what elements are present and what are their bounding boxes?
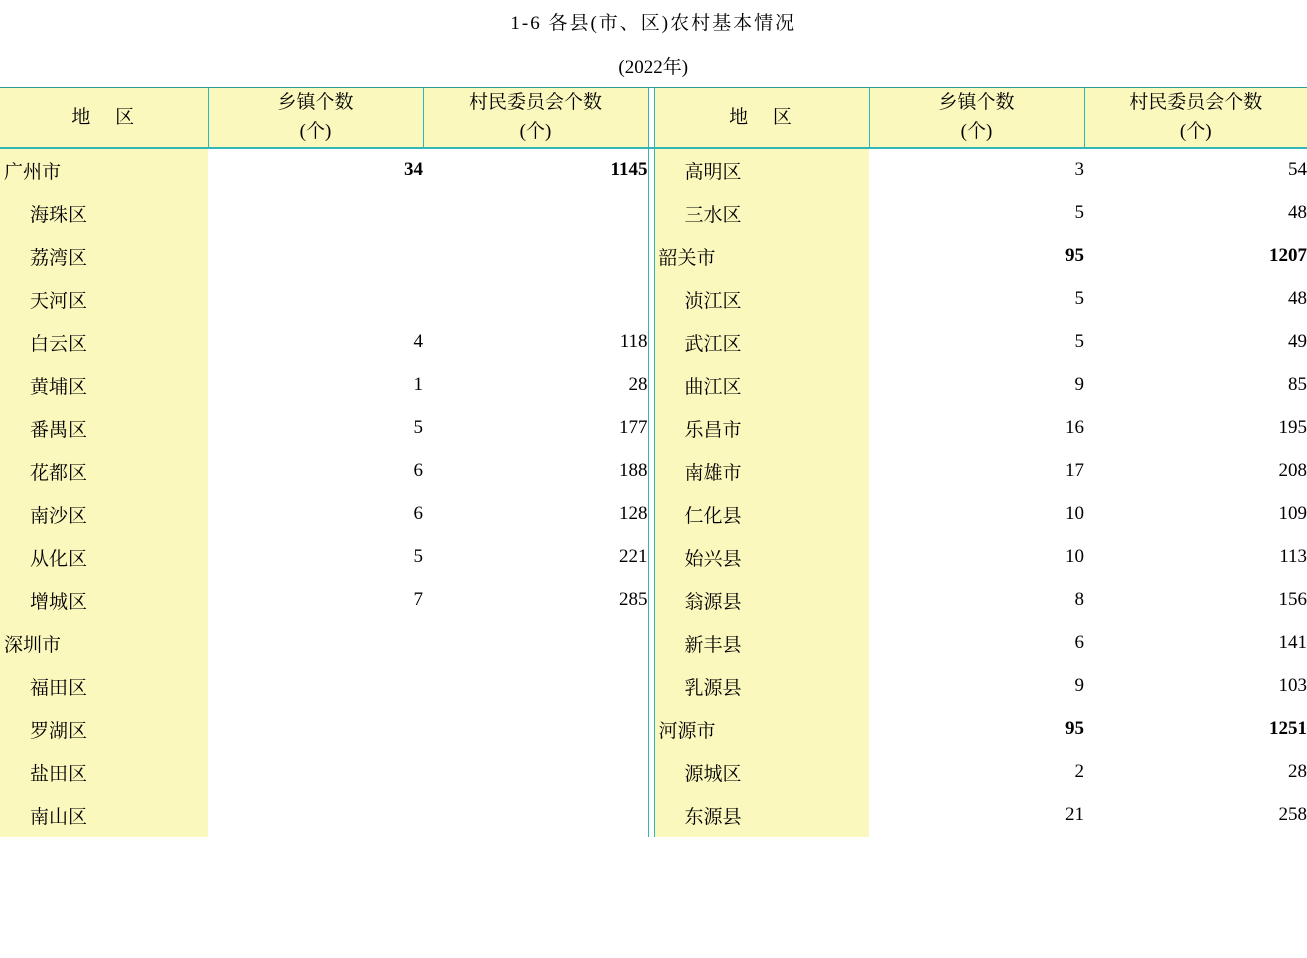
row-villages-right: 85 — [1288, 374, 1307, 396]
row-region-name-right: 高明区 — [654, 148, 869, 192]
table-row — [0, 192, 1307, 235]
row-towns-left — [208, 708, 423, 751]
row-region-name-right: 新丰县 — [654, 622, 869, 665]
page-subtitle: (2022年) — [0, 44, 1307, 88]
row-region-name-left: 福田区 — [0, 665, 208, 708]
row-region-name-left: 广州市 — [0, 148, 208, 192]
row-region-name-left: 从化区 — [0, 536, 208, 579]
row-villages-right: 208 — [1278, 460, 1307, 482]
header-region-left: 地 区 — [0, 88, 208, 148]
header-region-right: 地 区 — [654, 88, 869, 148]
row-region-name-left: 黄埔区 — [0, 364, 208, 407]
row-towns-left: 7 — [413, 589, 423, 611]
row-towns-right: 5 — [1074, 202, 1084, 224]
row-villages-right: 258 — [1278, 804, 1307, 826]
header-villages-right — [1084, 88, 1307, 148]
table-row — [0, 622, 1307, 665]
row-towns-left — [208, 278, 423, 321]
row-towns-right: 21 — [1065, 804, 1084, 826]
row-region-name-right: 曲江区 — [654, 364, 869, 407]
row-villages-left: 188 — [423, 450, 648, 493]
row-villages-left: 118 — [423, 321, 648, 364]
row-region-name-right: 乳源县 — [654, 665, 869, 708]
row-region-name-left: 盐田区 — [0, 751, 208, 794]
row-towns-left: 6 — [413, 460, 423, 482]
row-towns-right: 5 — [1074, 288, 1084, 310]
table-body — [0, 148, 1307, 837]
table-row — [0, 665, 1307, 708]
row-region-name-left: 花都区 — [0, 450, 208, 493]
row-villages-left — [423, 708, 648, 751]
table-row — [0, 450, 1307, 493]
row-villages-left: 128 — [423, 493, 648, 536]
row-villages-right: 1207 — [1269, 245, 1307, 267]
row-towns-left — [208, 235, 423, 278]
row-region-name-right: 三水区 — [654, 192, 869, 235]
row-region-name-left: 天河区 — [0, 278, 208, 321]
row-villages-right: 54 — [1288, 159, 1307, 181]
row-villages-left — [423, 278, 648, 321]
row-towns-left — [208, 622, 423, 665]
header-villages-left-unit: (个) — [519, 121, 552, 143]
table-row — [0, 794, 1307, 837]
table-row — [0, 708, 1307, 751]
row-towns-left — [208, 794, 423, 837]
row-towns-right: 10 — [1065, 503, 1084, 525]
row-towns-right: 95 — [1065, 245, 1084, 267]
row-towns-left: 5 — [413, 417, 423, 439]
row-region-name-right: 源城区 — [654, 751, 869, 794]
header-villages-left — [423, 88, 648, 148]
row-towns-right: 2 — [1074, 761, 1084, 783]
row-region-name-right: 始兴县 — [654, 536, 869, 579]
row-towns-right: 16 — [1065, 417, 1084, 439]
row-villages-right: 103 — [1278, 675, 1307, 697]
row-villages-left — [423, 622, 648, 665]
row-region-name-right: 仁化县 — [654, 493, 869, 536]
row-villages-right: 195 — [1278, 417, 1307, 439]
subtitle-row — [0, 44, 1307, 88]
row-villages-left: 177 — [423, 407, 648, 450]
row-villages-left — [423, 794, 648, 837]
row-villages-left — [423, 192, 648, 235]
row-towns-left — [208, 751, 423, 794]
row-region-name-left: 罗湖区 — [0, 708, 208, 751]
table-row — [0, 321, 1307, 364]
row-villages-right: 28 — [1288, 761, 1307, 783]
row-region-name-left: 荔湾区 — [0, 235, 208, 278]
table-row — [0, 493, 1307, 536]
row-villages-right: 141 — [1278, 632, 1307, 654]
row-towns-left: 6 — [413, 503, 423, 525]
header-villages-left-label: 村民委员会个数 — [468, 92, 602, 113]
title-row — [0, 0, 1307, 44]
row-villages-right: 113 — [1279, 546, 1307, 568]
row-region-name-right: 浈江区 — [654, 278, 869, 321]
table-row — [0, 364, 1307, 407]
header-towns-left — [208, 88, 423, 148]
row-villages-left — [423, 665, 648, 708]
row-towns-left — [208, 665, 423, 708]
row-villages-left — [423, 751, 648, 794]
header-towns-left-unit: (个) — [299, 121, 332, 143]
row-villages-right: 156 — [1278, 589, 1307, 611]
row-towns-left: 5 — [413, 546, 423, 568]
row-towns-left: 34 — [404, 159, 423, 181]
row-region-name-left: 南沙区 — [0, 493, 208, 536]
row-region-name-left: 增城区 — [0, 579, 208, 622]
row-villages-right: 48 — [1288, 202, 1307, 224]
row-towns-right: 17 — [1065, 460, 1084, 482]
row-region-name-left: 深圳市 — [0, 622, 208, 665]
row-towns-right: 10 — [1065, 546, 1084, 568]
row-region-name-left: 白云区 — [0, 321, 208, 364]
row-towns-right: 6 — [1074, 632, 1084, 654]
row-villages-right: 109 — [1278, 503, 1307, 525]
table-row — [0, 751, 1307, 794]
row-villages-left: 221 — [423, 536, 648, 579]
page-title: 1-6 各县(市、区)农村基本情况 — [0, 0, 1307, 44]
row-towns-right: 95 — [1065, 718, 1084, 740]
header-towns-right-label: 乡镇个数 — [938, 92, 1015, 113]
table-row — [0, 148, 1307, 192]
row-towns-left — [208, 192, 423, 235]
row-region-name-left: 南山区 — [0, 794, 208, 837]
row-towns-right: 3 — [1074, 159, 1084, 181]
table-header-row — [0, 88, 1307, 148]
row-region-name-right: 河源市 — [654, 708, 869, 751]
row-region-name-right: 韶关市 — [654, 235, 869, 278]
row-towns-right: 5 — [1074, 331, 1084, 353]
row-villages-right: 1251 — [1269, 718, 1307, 740]
row-villages-left: 285 — [423, 579, 648, 622]
row-region-name-left: 海珠区 — [0, 192, 208, 235]
row-villages-left — [423, 235, 648, 278]
row-towns-right: 9 — [1074, 675, 1084, 697]
row-region-name-right: 武江区 — [654, 321, 869, 364]
row-villages-right: 48 — [1288, 288, 1307, 310]
row-region-name-right: 南雄市 — [654, 450, 869, 493]
row-region-name-right: 翁源县 — [654, 579, 869, 622]
row-towns-right: 8 — [1074, 589, 1084, 611]
table-row — [0, 536, 1307, 579]
header-villages-right-unit: (个) — [1179, 121, 1212, 143]
header-towns-right-unit: (个) — [960, 121, 993, 143]
row-region-name-right: 乐昌市 — [654, 407, 869, 450]
table-row — [0, 235, 1307, 278]
table-row — [0, 579, 1307, 622]
row-towns-right: 9 — [1074, 374, 1084, 396]
header-villages-right-label: 村民委员会个数 — [1129, 92, 1263, 113]
header-towns-left-label: 乡镇个数 — [277, 92, 354, 113]
row-region-name-right: 东源县 — [654, 794, 869, 837]
row-villages-right: 49 — [1288, 331, 1307, 353]
table-row — [0, 407, 1307, 450]
row-villages-left: 1145 — [423, 148, 648, 192]
header-towns-right — [869, 88, 1084, 148]
row-towns-left: 1 — [413, 374, 423, 396]
row-towns-left: 4 — [413, 331, 423, 353]
table-row — [0, 278, 1307, 321]
row-region-name-left: 番禺区 — [0, 407, 208, 450]
row-villages-left: 28 — [423, 364, 648, 407]
